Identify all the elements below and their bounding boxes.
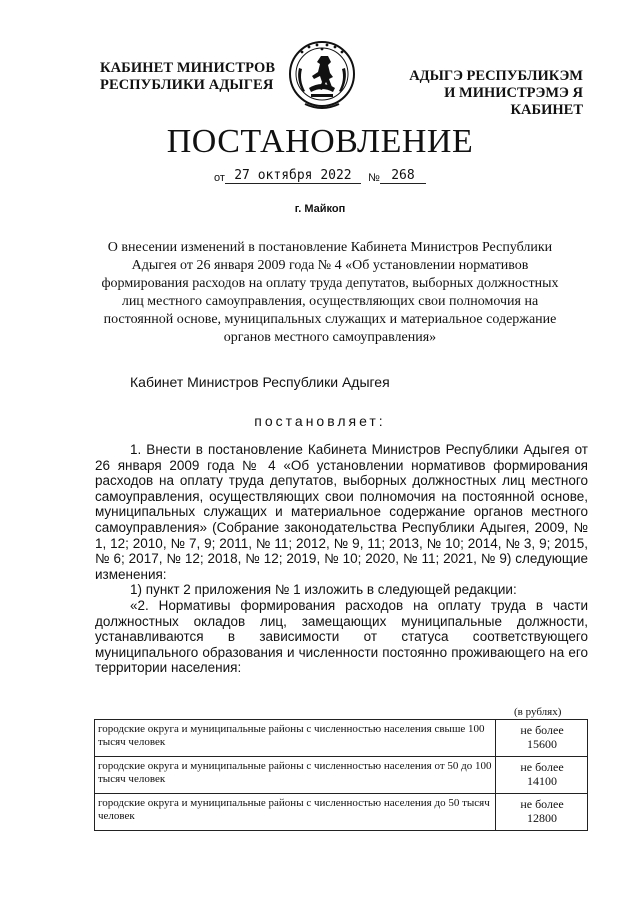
row-limit: не более — [520, 797, 564, 811]
header-right — [369, 68, 583, 119]
table-row — [95, 794, 588, 831]
norms-table — [94, 719, 588, 831]
row-label: городские округа и муниципальные районы с численностью населения от 50 до 100 тысяч человек — [95, 757, 496, 794]
header-left-line1: КАБИНЕТ МИНИСТРОВ — [100, 60, 276, 76]
row-limit: не более — [520, 723, 564, 737]
row-amount: 15600 — [527, 737, 557, 751]
coat-of-arms-icon — [287, 38, 357, 114]
document-meta — [0, 167, 640, 184]
row-value — [496, 720, 588, 757]
document-subject: О внесении изменений в постановление Кабинета Министров Республики Адыгея от 26 января 2009 года № 4 «Об установлении нормативов формирования расходов на оплату труда депутатов, выборных должностных лиц местного самоуправления, осуществляющих свои полномочия на постоянной основе, муниципальных служащих и материальное содержание органов местного самоуправления» — [101, 240, 559, 345]
row-value — [496, 794, 588, 831]
decrees-heading: постановляет: — [254, 413, 386, 429]
document-date: 27 октября 2022 — [225, 168, 361, 184]
row-label: городские округа и муниципальные районы с численностью населения до 50 тысяч человек — [95, 794, 496, 831]
row-value — [496, 757, 588, 794]
row-limit: не более — [520, 760, 564, 774]
number-label: № — [368, 172, 380, 184]
from-label: от — [214, 172, 225, 184]
city: г. Майкоп — [294, 203, 346, 215]
table-row — [95, 757, 588, 794]
row-amount: 12800 — [527, 811, 557, 825]
document-body — [95, 442, 588, 676]
header-right-line2: И МИНИСТРЭМЭ Я КАБИНЕТ — [444, 85, 583, 118]
header-left — [100, 60, 275, 94]
header-right-line1: АДЫГЭ РЕСПУБЛИКЭМ — [409, 68, 583, 84]
paragraph-1: 1. Внести в постановление Кабинета Министров Республики Адыгея от 26 января 2009 года № 4 «Об установлении нормативов формирования расходов на оплату труда депутатов, выборных должностных лиц местного самоуправления, осуществляющих свои полномочия на постоянной основе, муниципальных служащих и материальное содержание органов местного самоуправления» (Собрание законодательства Республики Адыгея, 2009, № 1, 12; 2010, № 7, 9; 2011, № 11; 2012, № 9, 11; 2013, № 10; 2014, № 3, 9; 2015, № 6; 2017, № 12; 2018, № 12; 2019, № 10; 2020, № 11; 2021, № 9) следующие изменения: — [95, 442, 588, 582]
header-left-line2: РЕСПУБЛИКИ АДЫГЕЯ — [100, 77, 274, 93]
document-title: ПОСТАНОВЛЕНИЕ — [166, 123, 474, 160]
paragraph-3: «2. Нормативы формирования расходов на оплату труда в части должностных окладов лиц, замещающих муниципальные должности, устанавливаются в зависимости от статуса соответствующего муниципального образования и численности постоянно проживающего на его территории населения: — [95, 597, 588, 676]
document-number: 268 — [380, 168, 426, 184]
table-unit: (в рублях) — [514, 706, 562, 718]
row-label: городские округа и муниципальные районы с численностью населения свыше 100 тысяч человек — [95, 720, 496, 757]
issuing-body: Кабинет Министров Республики Адыгея — [130, 374, 390, 390]
row-amount: 14100 — [527, 774, 557, 788]
table-row — [95, 720, 588, 757]
paragraph-2: 1) пункт 2 приложения № 1 изложить в следующей редакции: — [130, 582, 517, 598]
